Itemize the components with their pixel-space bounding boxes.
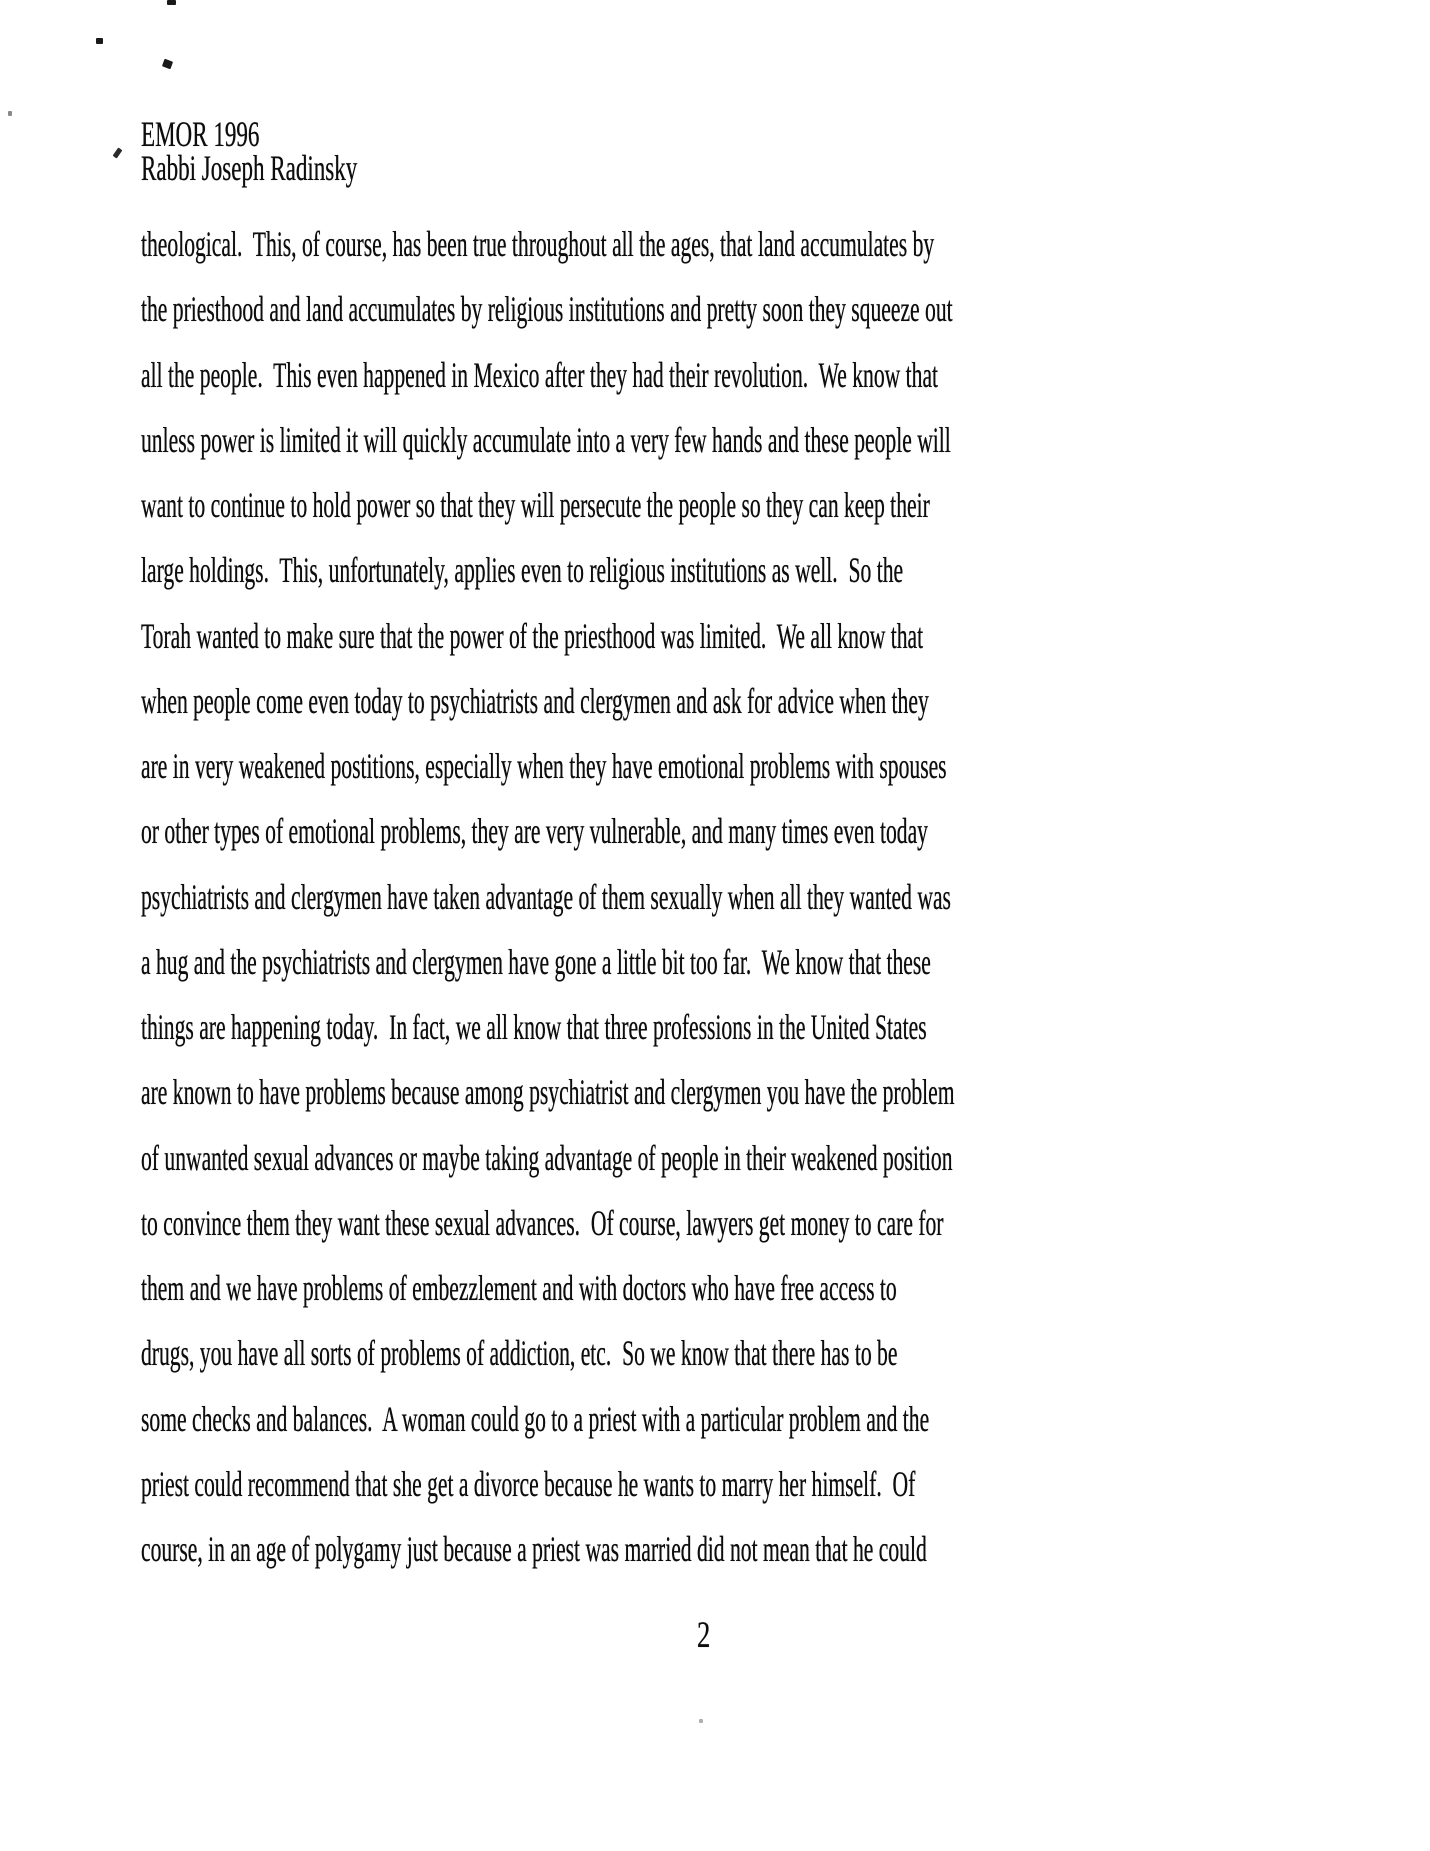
scan-speck — [162, 59, 173, 70]
body-line: Torah wanted to make sure that the power of the priesthood was limited. We all know that — [141, 615, 924, 656]
body-line: are in very weakened postitions, especially when they have emotional problems with spouses — [141, 746, 947, 786]
document-body — [141, 212, 1430, 1582]
document-header — [141, 114, 479, 188]
body-line: theological. This, of course, has been true throughout all the ages, that land accumulates by — [141, 224, 935, 264]
document-title: EMOR 1996 — [141, 114, 260, 154]
scan-speck — [113, 147, 123, 158]
body-line: them and we have problems of embezzlement and with doctors who have free access to — [141, 1268, 897, 1308]
scan-speck — [96, 38, 103, 44]
body-line: a hug and the psychiatrists and clergymen have gone a little bit too far. We know that these — [141, 941, 931, 982]
body-line: some checks and balances. A woman could go to a priest with a particular problem and the — [141, 1398, 930, 1439]
scan-speck — [8, 111, 12, 116]
body-line: to convince them they want these sexual advances. Of course, lawyers get money to care for — [141, 1202, 944, 1243]
body-line: when people come even today to psychiatrists and clergymen and ask for advice when they — [141, 680, 929, 721]
body-line: course, in an age of polygamy just because a priest was married did not mean that he could — [141, 1529, 927, 1569]
body-line: psychiatrists and clergymen have taken advantage of them sexually when all they wanted was — [141, 876, 951, 917]
body-line: large holdings. This, unfortunately, applies even to religious institutions as well. So the — [141, 550, 904, 591]
body-line: unless power is limited it will quickly accumulate into a very few hands and these people will — [141, 419, 951, 460]
scan-speck — [167, 0, 176, 5]
body-line: want to continue to hold power so that they will persecute the people so they can keep their — [141, 485, 930, 525]
body-line: the priesthood and land accumulates by religious institutions and pretty soon they squeeze out — [141, 289, 953, 330]
body-line: or other types of emotional problems, they are very vulnerable, and many times even today — [141, 811, 928, 852]
page-number: 2 — [697, 1615, 711, 1656]
body-line: priest could recommend that she get a divorce because he wants to marry her himself. Of — [141, 1463, 916, 1504]
scan-speck — [699, 1719, 703, 1723]
body-line: of unwanted sexual advances or maybe taking advantage of people in their weakened position — [141, 1137, 953, 1178]
document-author: Rabbi Joseph Radinsky — [141, 148, 358, 188]
body-line: all the people. This even happened in Mexico after they had their revolution. We know that — [141, 354, 939, 395]
body-line: things are happening today. In fact, we all know that three professions in the United States — [141, 1007, 927, 1047]
body-line: are known to have problems because among psychiatrist and clergymen you have the problem — [141, 1072, 955, 1113]
body-line: drugs, you have all sorts of problems of addiction, etc. So we know that there has to be — [141, 1333, 898, 1374]
